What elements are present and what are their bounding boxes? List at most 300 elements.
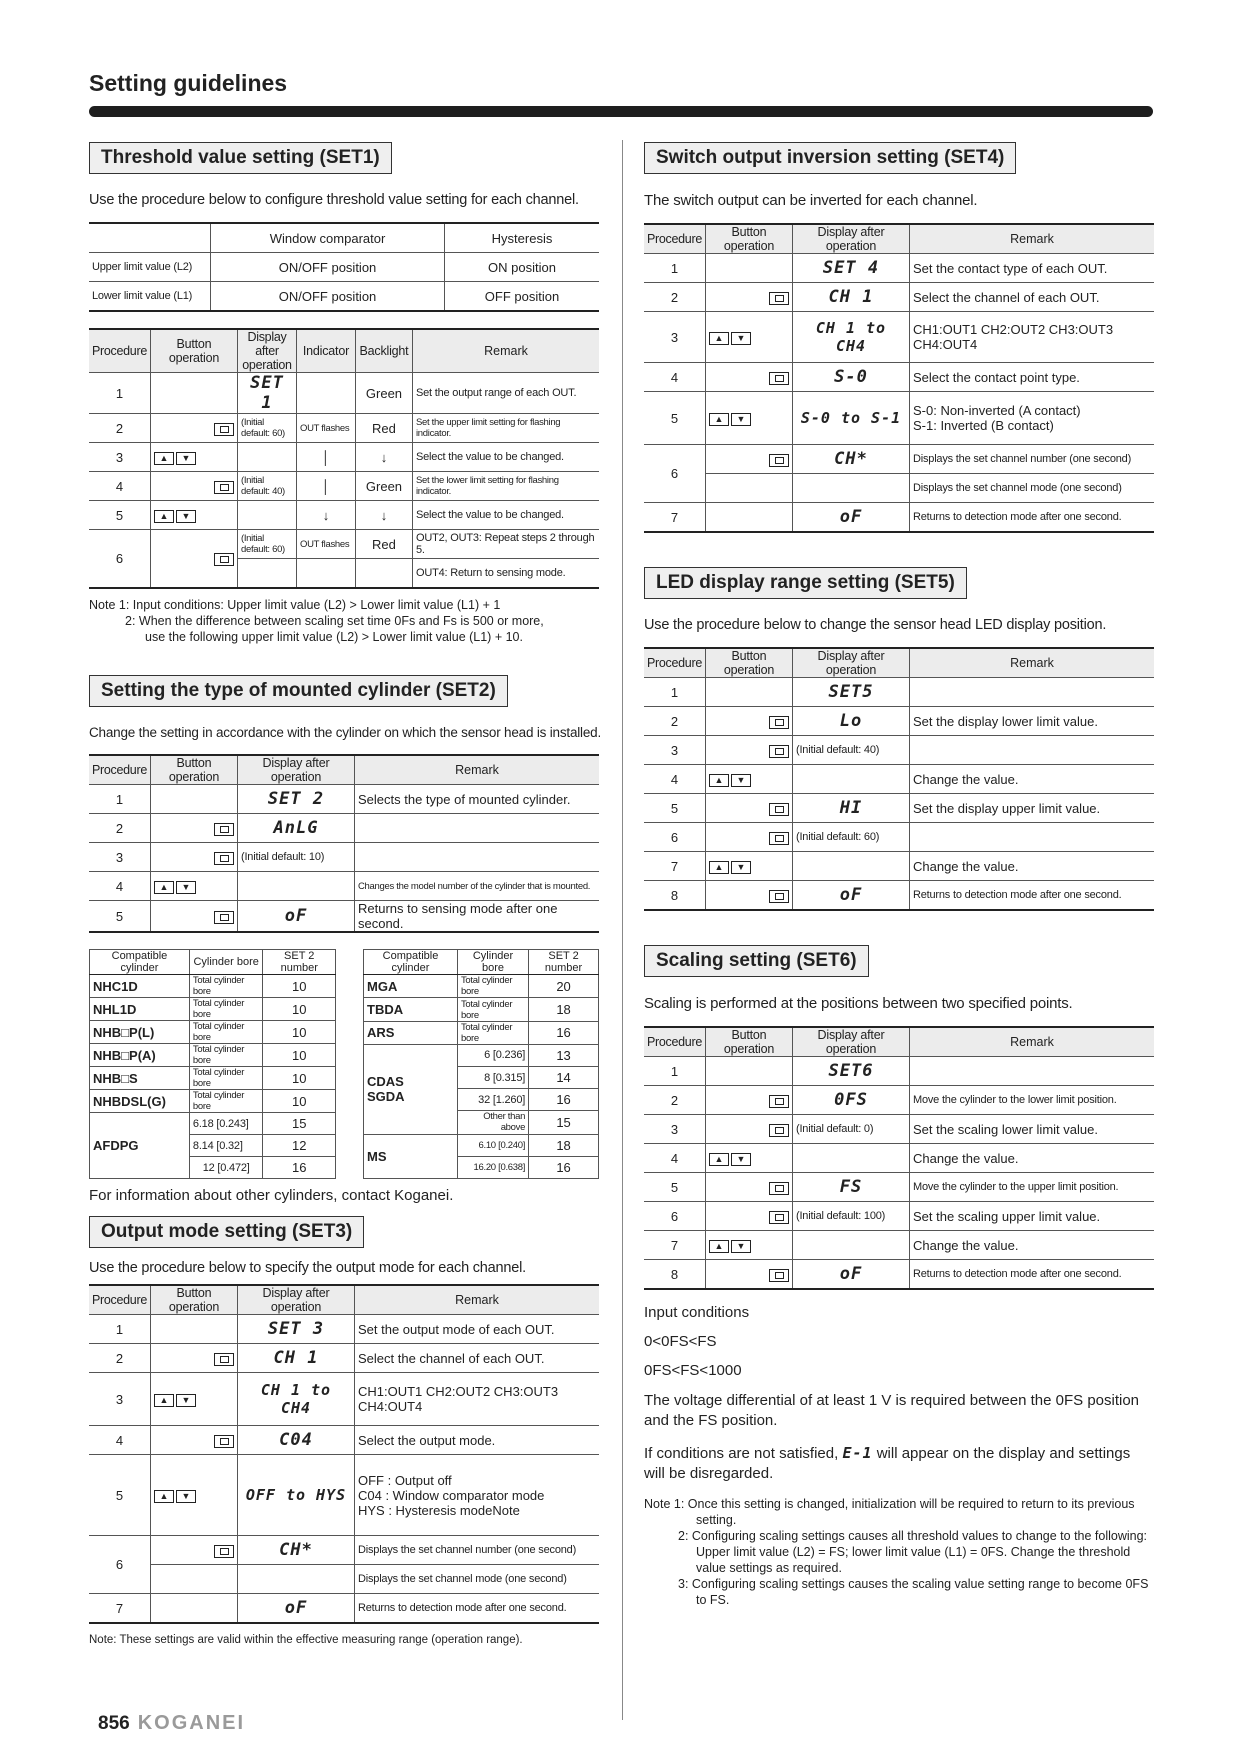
table-header: Procedure [644, 1027, 705, 1057]
table-cell: 5 [89, 901, 150, 933]
table-cell: 10 [263, 975, 336, 998]
table-cell: 1 [644, 1057, 705, 1086]
table-cell: Total cylinder bore [189, 1044, 263, 1067]
table-cell: OUT2, OUT3: Repeat steps 2 through 5. [412, 530, 599, 559]
table-row [89, 814, 599, 843]
set-button-icon [769, 372, 789, 385]
set3-title: Output mode setting (SET3) [89, 1216, 364, 1248]
segment-display: E-1 [842, 1444, 873, 1462]
button-cell [705, 794, 792, 823]
segment-display: Lo [792, 707, 909, 736]
table-cell: ON/OFF position [211, 253, 445, 282]
table-cell: 10 [263, 1090, 336, 1113]
table-cell: Set the output range of each OUT. [412, 373, 599, 414]
table-cell: (Initial default: 60) [237, 414, 296, 443]
down-arrow-icon: ▼ [731, 861, 751, 874]
button-cell [705, 312, 792, 363]
table-row [89, 1536, 599, 1565]
table-cell: NHB□S [90, 1067, 190, 1090]
segment-display: C04 [237, 1426, 354, 1455]
table-row [89, 901, 599, 933]
table-cell: 7 [644, 852, 705, 881]
table-cell: Move the cylinder to the upper limit position. [909, 1173, 1154, 1202]
table-cell: 2 [89, 414, 150, 443]
button-cell [150, 472, 237, 501]
table-cell: Other than above [457, 1111, 528, 1134]
table-cell: 5 [644, 1173, 705, 1202]
table-row [644, 1202, 1154, 1231]
error-paragraph [644, 1443, 1154, 1484]
table-cell: NHB□P(A) [90, 1044, 190, 1067]
table-row [89, 443, 599, 472]
up-arrow-icon: ▲ [709, 1240, 729, 1253]
table-cell: (Initial default: 40) [792, 736, 909, 765]
table-cell: 16 [263, 1157, 336, 1179]
table-row [89, 414, 599, 443]
table-row [644, 707, 1154, 736]
table-cell [355, 501, 412, 530]
table-row [89, 530, 599, 559]
set-button-icon [214, 481, 234, 494]
table-cell: Total cylinder bore [457, 975, 528, 998]
table-row [644, 736, 1154, 765]
button-cell [705, 503, 792, 533]
table-cell: 3 [644, 736, 705, 765]
table-row [644, 1173, 1154, 1202]
cylinder-name: SGDA [367, 1089, 405, 1105]
note-line: use the following upper limit value (L2) > Lower limit value (L1) + 10. [145, 630, 523, 644]
table-cell [792, 765, 909, 794]
table-cell: 10 [263, 998, 336, 1021]
table-header: Hysteresis [445, 223, 599, 253]
button-cell [705, 881, 792, 911]
table-cell: 2 [89, 1344, 150, 1373]
button-cell [150, 1536, 237, 1565]
button-cell [150, 785, 237, 814]
set5-title: LED display range setting (SET5) [644, 567, 967, 599]
table-cell: CH1:OUT1 CH2:OUT2 CH3:OUT3 CH4:OUT4 [354, 1373, 599, 1426]
segment-display: SET 3 [237, 1315, 354, 1344]
table-header [89, 223, 211, 253]
table-row [89, 1426, 599, 1455]
table-cell: Returns to sensing mode after one second. [354, 901, 599, 933]
set6-desc: Scaling is performed at the positions between two specified points. [644, 995, 1073, 1012]
table-row [364, 1021, 599, 1044]
table-cell: (Initial default: 60) [237, 530, 296, 559]
table-cell: 8 [644, 881, 705, 911]
segment-display: CH* [237, 1536, 354, 1565]
segment-display: CH 1 [237, 1344, 354, 1373]
button-cell [150, 1594, 237, 1624]
table-cell [237, 1565, 354, 1594]
segment-display: SET 1 [237, 373, 296, 414]
table-cell: (Initial default: 60) [792, 823, 909, 852]
table-cell: Change the value. [909, 765, 1154, 794]
button-cell [150, 1344, 237, 1373]
table-cell [237, 559, 296, 589]
brand-logo: KOGANEI [137, 1712, 246, 1734]
table-cell: Returns to detection mode after one second. [909, 881, 1154, 911]
table-cell: 3 [89, 1373, 150, 1426]
table-row [89, 872, 599, 901]
down-arrow-icon: ↓ [322, 507, 330, 523]
input-condition: 0<0FS<FS [644, 1333, 717, 1350]
set6-procedure-table [644, 1026, 1154, 1290]
table-row [90, 1067, 336, 1090]
table-cell: 14 [529, 1066, 599, 1088]
set-button-icon [214, 852, 234, 865]
up-arrow-icon: ▲ [154, 1490, 174, 1503]
table-cell: 10 [263, 1067, 336, 1090]
table-row [644, 1231, 1154, 1260]
table-cell: Change the value. [909, 1231, 1154, 1260]
table-row [644, 678, 1154, 707]
button-cell [705, 707, 792, 736]
down-arrow-icon: ▼ [731, 332, 751, 345]
table-cell: 18 [529, 998, 599, 1021]
button-cell [150, 501, 237, 530]
remark-line: OFF : Output off [357, 1472, 452, 1488]
table-cell: │ [296, 472, 355, 501]
up-arrow-icon: ▲ [154, 510, 174, 523]
table-cell [296, 559, 355, 589]
button-cell [150, 814, 237, 843]
set-button-icon [214, 423, 234, 436]
button-cell [705, 1173, 792, 1202]
table-cell [909, 392, 1154, 445]
up-arrow-icon: ▲ [709, 861, 729, 874]
table-header: Display after operation [237, 1285, 354, 1315]
table-header-row [644, 1027, 1154, 1057]
table-cell: 16 [529, 1089, 599, 1111]
table-cell: 1 [89, 373, 150, 414]
up-arrow-icon: ▲ [709, 774, 729, 787]
segment-display: SET 4 [792, 254, 909, 283]
table-cell: 6.10 [0.240] [457, 1134, 528, 1156]
table-cell: 7 [644, 1231, 705, 1260]
up-arrow-icon: ▲ [709, 1153, 729, 1166]
table-cell: NHBDSL(G) [90, 1090, 190, 1113]
table-cell: 4 [89, 472, 150, 501]
down-arrow-icon: ▼ [731, 1153, 751, 1166]
up-arrow-icon: ▲ [154, 452, 174, 465]
table-cell: Select the channel of each OUT. [354, 1344, 599, 1373]
button-cell [705, 678, 792, 707]
button-cell [150, 373, 237, 414]
table-row [364, 975, 599, 998]
segment-display: S-0 to S-1 [792, 392, 909, 445]
table-cell: Set the output mode of each OUT. [354, 1315, 599, 1344]
column-divider [622, 140, 623, 1720]
table-header: Button operation [150, 329, 237, 373]
table-header: Button operation [705, 1027, 792, 1057]
table-header-row [89, 329, 599, 373]
table-header: Display after operation [237, 755, 354, 785]
table-cell: 16 [529, 1156, 599, 1178]
segment-display: oF [792, 881, 909, 911]
table-cell: Upper limit value (L2) [89, 253, 211, 282]
table-header: Cylinder bore [189, 950, 263, 975]
down-arrow-icon: ↓ [380, 507, 388, 523]
table-cell: 2 [644, 283, 705, 312]
table-row [90, 975, 336, 998]
table-header: Remark [909, 1027, 1154, 1057]
table-cell: 4 [89, 1426, 150, 1455]
table-header: Backlight [355, 329, 412, 373]
set-button-icon [214, 553, 234, 566]
table-cell: Set the contact type of each OUT. [909, 254, 1154, 283]
table-cell: Select the contact point type. [909, 363, 1154, 392]
button-cell [705, 1115, 792, 1144]
table-header: Procedure [89, 1285, 150, 1315]
note-line: 2: When the difference between scaling set time 0Fs and Fs is 500 or more, [125, 614, 544, 628]
table-cell: Displays the set channel mode (one second) [909, 474, 1154, 503]
table-header: Remark [354, 1285, 599, 1315]
table-cell [296, 501, 355, 530]
table-cell [237, 501, 296, 530]
set-button-icon [769, 1095, 789, 1108]
table-cell: Set the upper limit setting for flashing indicator. [412, 414, 599, 443]
set-button-icon [769, 832, 789, 845]
table-cell: 2 [644, 707, 705, 736]
table-cell [909, 736, 1154, 765]
table-cell [355, 443, 412, 472]
note-line: 3: Configuring scaling settings causes the scaling value setting range to become 0FS to FS. [678, 1577, 1149, 1607]
table-cell: Displays the set channel number (one second) [909, 445, 1154, 474]
table-header: Remark [412, 329, 599, 373]
cylinder-name: CDAS [367, 1074, 404, 1090]
set2-desc: Change the setting in accordance with the cylinder on which the sensor head is installed. [89, 725, 602, 740]
table-cell: 5 [644, 794, 705, 823]
up-arrow-icon: ▲ [709, 332, 729, 345]
paragraph-text: If conditions are not satisfied, [644, 1445, 839, 1462]
voltage-paragraph: The voltage differential of at least 1 V is required between the 0FS position and the FS position. [644, 1392, 1140, 1429]
table-cell: 7 [644, 503, 705, 533]
table-cell: OUT flashes [296, 530, 355, 559]
segment-display: S-0 [792, 363, 909, 392]
set-button-icon [769, 1124, 789, 1137]
table-cell: AFDPG [90, 1113, 190, 1179]
table-cell: Move the cylinder to the lower limit position. [909, 1086, 1154, 1115]
table-header: Display after operation [237, 329, 296, 373]
table-cell [909, 823, 1154, 852]
table-cell: 12 [0.472] [189, 1157, 263, 1179]
table-row [89, 843, 599, 872]
remark-line: HYS : Hysteresis modeNote [357, 1502, 520, 1518]
table-cell: NHC1D [90, 975, 190, 998]
table-cell: 1 [644, 678, 705, 707]
table-row [644, 474, 1154, 503]
input-condition: 0FS<FS<1000 [644, 1362, 742, 1379]
table-row [364, 998, 599, 1021]
table-row [644, 1144, 1154, 1173]
table-cell: Change the value. [909, 1144, 1154, 1173]
table-header-row [644, 224, 1154, 254]
table-row [644, 1115, 1154, 1144]
button-cell [705, 1144, 792, 1173]
table-header: Display after operation [792, 648, 909, 678]
down-arrow-icon: ↓ [380, 449, 388, 465]
table-header: Compatible cylinder [90, 950, 190, 975]
right-column [644, 142, 1154, 1608]
table-header: Display after operation [792, 224, 909, 254]
title-bar [89, 106, 1153, 117]
up-arrow-icon: ▲ [154, 881, 174, 894]
page-number: 856 [98, 1713, 130, 1734]
set4-procedure-table [644, 223, 1154, 533]
button-cell [150, 1426, 237, 1455]
down-arrow-icon: ▼ [176, 881, 196, 894]
button-cell [705, 852, 792, 881]
segment-display: oF [237, 901, 354, 933]
table-cell [792, 852, 909, 881]
table-row [364, 1134, 599, 1156]
segment-display: 0FS [792, 1086, 909, 1115]
table-cell: ON/OFF position [211, 282, 445, 312]
cylinder-tables [89, 949, 599, 1179]
table-header: Display after operation [792, 1027, 909, 1057]
table-row [644, 283, 1154, 312]
button-cell [150, 1315, 237, 1344]
table-cell: Set the lower limit setting for flashing indicator. [412, 472, 599, 501]
table-header-row [89, 755, 599, 785]
table-cell: Set the scaling lower limit value. [909, 1115, 1154, 1144]
table-cell: 3 [89, 843, 150, 872]
set2-contact: For information about other cylinders, contact Koganei. [89, 1187, 454, 1204]
table-cell [792, 1144, 909, 1173]
table-cell: 1 [89, 1315, 150, 1344]
segment-display: AnLG [237, 814, 354, 843]
table-cell: Displays the set channel mode (one second) [354, 1565, 599, 1594]
table-cell [237, 872, 354, 901]
table-cell: 3 [89, 443, 150, 472]
table-header: Indicator [296, 329, 355, 373]
table-header: Cylinder bore [457, 950, 528, 975]
table-cell: OUT flashes [296, 414, 355, 443]
table-cell: Changes the model number of the cylinder that is mounted. [354, 872, 599, 901]
table-cell: 3 [644, 1115, 705, 1144]
paragraph-text: will appear on the display and settings will be disregarded. [644, 1445, 1131, 1482]
table-cell [296, 373, 355, 414]
table-header-row [644, 648, 1154, 678]
table-cell: Select the output mode. [354, 1426, 599, 1455]
table-row [644, 503, 1154, 533]
table-cell: TBDA [364, 998, 458, 1021]
table-row [89, 1594, 599, 1624]
table-cell: 4 [644, 363, 705, 392]
segment-display: OFF to HYS [237, 1455, 354, 1536]
table-row [89, 373, 599, 414]
set-button-icon [769, 745, 789, 758]
table-cell: Selects the type of mounted cylinder. [354, 785, 599, 814]
note-line: Note 1: Input conditions: Upper limit value (L2) > Lower limit value (L1) + 1 [89, 598, 501, 612]
down-arrow-icon: ▼ [176, 1490, 196, 1503]
segment-display: SET 2 [237, 785, 354, 814]
table-row [644, 881, 1154, 911]
set4-title: Switch output inversion setting (SET4) [644, 142, 1016, 174]
table-header: Button operation [705, 648, 792, 678]
table-cell: 3 [644, 312, 705, 363]
table-cell: 4 [644, 765, 705, 794]
cylinder-table-left [89, 949, 336, 1179]
table-row [89, 1344, 599, 1373]
table-cell: ON position [445, 253, 599, 282]
set-button-icon [214, 1545, 234, 1558]
table-cell: Red [355, 530, 412, 559]
table-row [89, 785, 599, 814]
set-button-icon [769, 803, 789, 816]
table-cell: 15 [263, 1113, 336, 1135]
remark-line: S-1: Inverted (B contact) [912, 418, 1054, 433]
set-button-icon [769, 890, 789, 903]
table-cell: Returns to detection mode after one second. [354, 1594, 599, 1624]
table-row [90, 1113, 336, 1135]
set-button-icon [214, 911, 234, 924]
table-cell: CH1:OUT1 CH2:OUT2 CH3:OUT3 CH4:OUT4 [909, 312, 1154, 363]
table-cell: 6 [89, 1536, 150, 1594]
table-row [644, 1057, 1154, 1086]
segment-display: oF [237, 1594, 354, 1624]
table-cell: ARS [364, 1021, 458, 1044]
set3-procedure-table [89, 1284, 599, 1624]
segment-display: CH 1 [792, 283, 909, 312]
set-button-icon [214, 823, 234, 836]
table-cell: Green [355, 472, 412, 501]
table-row [89, 253, 599, 282]
table-cell: 13 [529, 1044, 599, 1066]
set-button-icon [769, 716, 789, 729]
table-cell: 6 [0.236] [457, 1044, 528, 1066]
table-cell: 6 [644, 445, 705, 503]
down-arrow-icon: ▼ [731, 774, 751, 787]
table-row [89, 1373, 599, 1426]
table-row [644, 312, 1154, 363]
table-cell: Set the scaling upper limit value. [909, 1202, 1154, 1231]
button-cell [150, 530, 237, 589]
table-cell: 16.20 [0.638] [457, 1156, 528, 1178]
table-header: Remark [354, 755, 599, 785]
table-cell: Total cylinder bore [189, 1090, 263, 1113]
table-row [89, 1455, 599, 1536]
set5-procedure-table [644, 647, 1154, 911]
note-line: 2: Configuring scaling settings causes all threshold values to change to the following: Upper limit value (L2) = FS; lower limit value (L1) = 0FS. Change the threshold value settings as required. [678, 1529, 1148, 1575]
table-cell [354, 843, 599, 872]
table-row [89, 282, 599, 312]
segment-display: CH 1 to CH4 [792, 312, 909, 363]
table-header: SET 2 number [263, 950, 336, 975]
table-row [89, 472, 599, 501]
table-cell [705, 474, 792, 503]
table-cell: Total cylinder bore [457, 1021, 528, 1044]
button-cell [705, 1086, 792, 1115]
table-cell: (Initial default: 40) [237, 472, 296, 501]
table-header-row [90, 950, 336, 975]
set-button-icon [769, 454, 789, 467]
down-arrow-icon: ▼ [731, 1240, 751, 1253]
segment-display: oF [792, 1260, 909, 1290]
table-row [644, 445, 1154, 474]
table-cell: OUT4: Return to sensing mode. [412, 559, 599, 589]
table-cell: (Initial default: 100) [792, 1202, 909, 1231]
table-cell: OFF position [445, 282, 599, 312]
table-header: Procedure [644, 648, 705, 678]
button-cell [150, 901, 237, 933]
table-cell: Total cylinder bore [189, 998, 263, 1021]
table-cell: Change the value. [909, 852, 1154, 881]
table-header: Procedure [89, 329, 150, 373]
button-cell [705, 392, 792, 445]
table-cell: 4 [644, 1144, 705, 1173]
